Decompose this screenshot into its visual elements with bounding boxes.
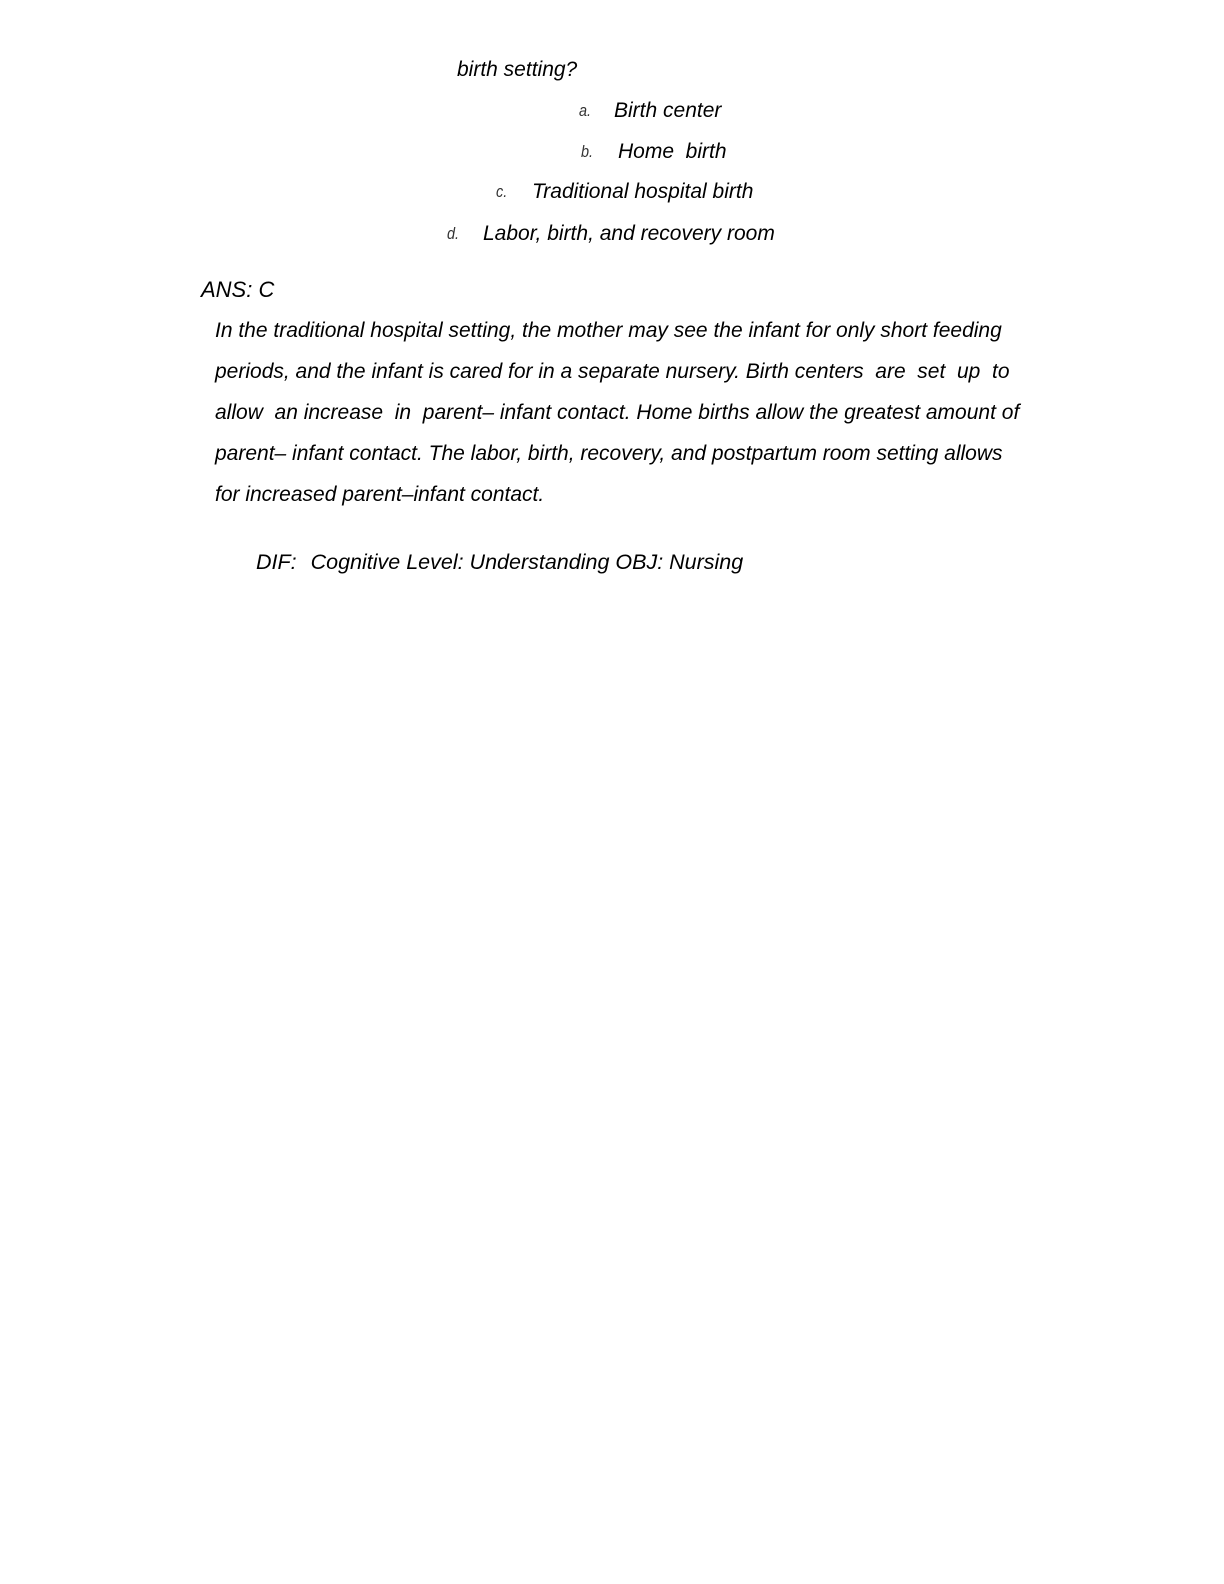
dif-value: Cognitive Level: Understanding OBJ: Nursing [310, 550, 744, 574]
option-c-letter: c. [496, 182, 508, 201]
answer-label: ANS: C [201, 277, 275, 302]
option-c-text: Traditional hospital birth [532, 180, 754, 203]
option-b-text: Home birth [618, 140, 727, 163]
rationale-line: periods, and the infant is cared for in a separate nursery. Birth centers are set up to [215, 360, 1010, 383]
option-a-letter: a. [579, 101, 592, 120]
option-d-letter: d. [447, 224, 460, 243]
rationale-line: parent– infant contact. The labor, birth, recovery, and postpartum room setting allows [215, 442, 1003, 465]
option-d-text: Labor, birth, and recovery room [483, 222, 775, 245]
metadata-line [256, 549, 743, 575]
option-a-text: Birth center [614, 99, 722, 122]
dif-label: DIF: [256, 550, 297, 574]
rationale-line: for increased parent–infant contact. [215, 483, 545, 506]
option-b-letter: b. [581, 142, 594, 161]
question-stem: birth setting? [457, 58, 578, 81]
rationale-line: allow an increase in parent– infant contact. Home births allow the greatest amount of [215, 401, 1020, 424]
rationale-line: In the traditional hospital setting, the mother may see the infant for only short feeding [215, 319, 1002, 342]
